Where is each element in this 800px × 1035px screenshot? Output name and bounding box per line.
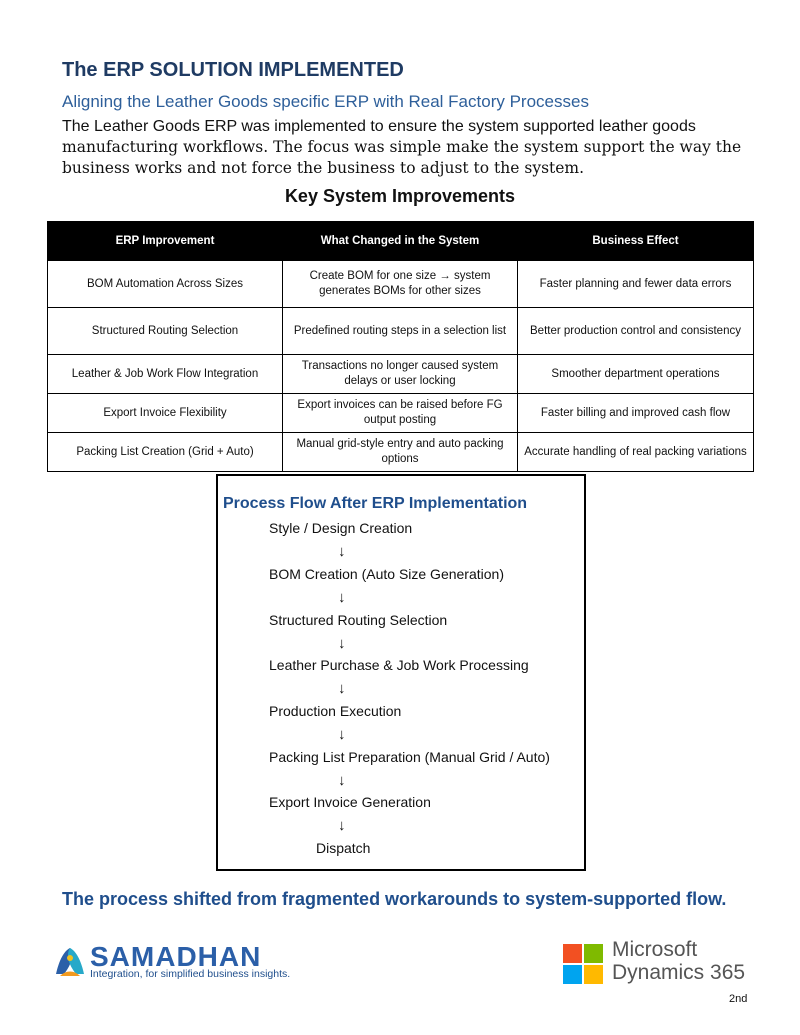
flow-step: Packing List Preparation (Manual Grid / Auto) [269, 749, 550, 765]
dynamics-wordmark: Dynamics 365 [612, 961, 746, 984]
table-cell: Create BOM for one size → system generates BOMs for other sizes [283, 261, 518, 308]
improvements-table [47, 221, 754, 472]
page-title: The ERP SOLUTION IMPLEMENTED [62, 59, 404, 81]
intro-paragraph [62, 116, 752, 179]
intro-line-1: The Leather Goods ERP was implemented to ensure the system supported leather goods [62, 118, 696, 135]
table-row [48, 308, 754, 355]
conclusion-statement: The process shifted from fragmented workarounds to system-supported flow. [62, 889, 727, 909]
table-row [48, 433, 754, 472]
samadhan-logo [52, 941, 302, 984]
flow-step: Dispatch [316, 840, 371, 856]
microsoft-wordmark: Microsoft [612, 938, 698, 961]
table-cell: Manual grid-style entry and auto packing options [283, 433, 518, 472]
page-number: 2nd [729, 993, 748, 1005]
table-cell: Better production control and consistency [518, 308, 754, 355]
table-cell: BOM Automation Across Sizes [48, 261, 283, 308]
process-flow-box [216, 474, 586, 871]
table-cell: Structured Routing Selection [48, 308, 283, 355]
flow-step: Production Execution [269, 703, 402, 719]
table-cell: Predefined routing steps in a selection list [283, 308, 518, 355]
table-cell: Leather & Job Work Flow Integration [48, 355, 283, 394]
column-header: What Changed in the System [283, 222, 518, 261]
intro-line-2: manufacturing workflows. The focus was simple make the system support the way the [62, 138, 742, 156]
page-subtitle: Aligning the Leather Goods specific ERP with Real Factory Processes [62, 92, 589, 111]
microsoft-dynamics-logo [563, 938, 763, 988]
flow-step: Style / Design Creation [269, 520, 413, 536]
column-header: ERP Improvement [48, 222, 283, 261]
down-arrow-icon: ↓ [338, 635, 346, 652]
microsoft-windows-icon [563, 944, 603, 984]
table-cell: Transactions no longer caused system delays or user locking [283, 355, 518, 394]
down-arrow-icon: ↓ [338, 726, 346, 743]
table-cell: Packing List Creation (Grid + Auto) [48, 433, 283, 472]
flow-step: Structured Routing Selection [269, 612, 448, 628]
table-cell: Smoother department operations [518, 355, 754, 394]
samadhan-tagline: Integration, for simplified business insights. [90, 968, 291, 980]
table-cell: Accurate handling of real packing variations [518, 433, 754, 472]
section-heading: Key System Improvements [284, 186, 516, 206]
table-cell: Export Invoice Flexibility [48, 394, 283, 433]
table-header-row [48, 222, 754, 261]
down-arrow-icon: ↓ [338, 772, 346, 789]
down-arrow-icon: ↓ [338, 680, 346, 697]
table-row [48, 394, 754, 433]
column-header: Business Effect [518, 222, 754, 261]
flow-step: BOM Creation (Auto Size Generation) [269, 566, 504, 582]
table-row [48, 355, 754, 394]
intro-line-3: business works and not force the business to adjust to the system. [62, 159, 585, 177]
process-flow-title: Process Flow After ERP Implementation [223, 495, 528, 512]
table-cell: Export invoices can be raised before FG output posting [283, 394, 518, 433]
flow-step: Leather Purchase & Job Work Processing [269, 657, 529, 673]
table-cell: Faster planning and fewer data errors [518, 261, 754, 308]
down-arrow-icon: ↓ [338, 543, 346, 560]
flow-step: Export Invoice Generation [269, 794, 431, 810]
table-cell: Faster billing and improved cash flow [518, 394, 754, 433]
down-arrow-icon: ↓ [338, 817, 346, 834]
samadhan-brand: SAMADHAN [90, 941, 262, 972]
down-arrow-icon: ↓ [338, 589, 346, 606]
table-row [48, 261, 754, 308]
samadhan-emblem-icon [52, 944, 88, 980]
